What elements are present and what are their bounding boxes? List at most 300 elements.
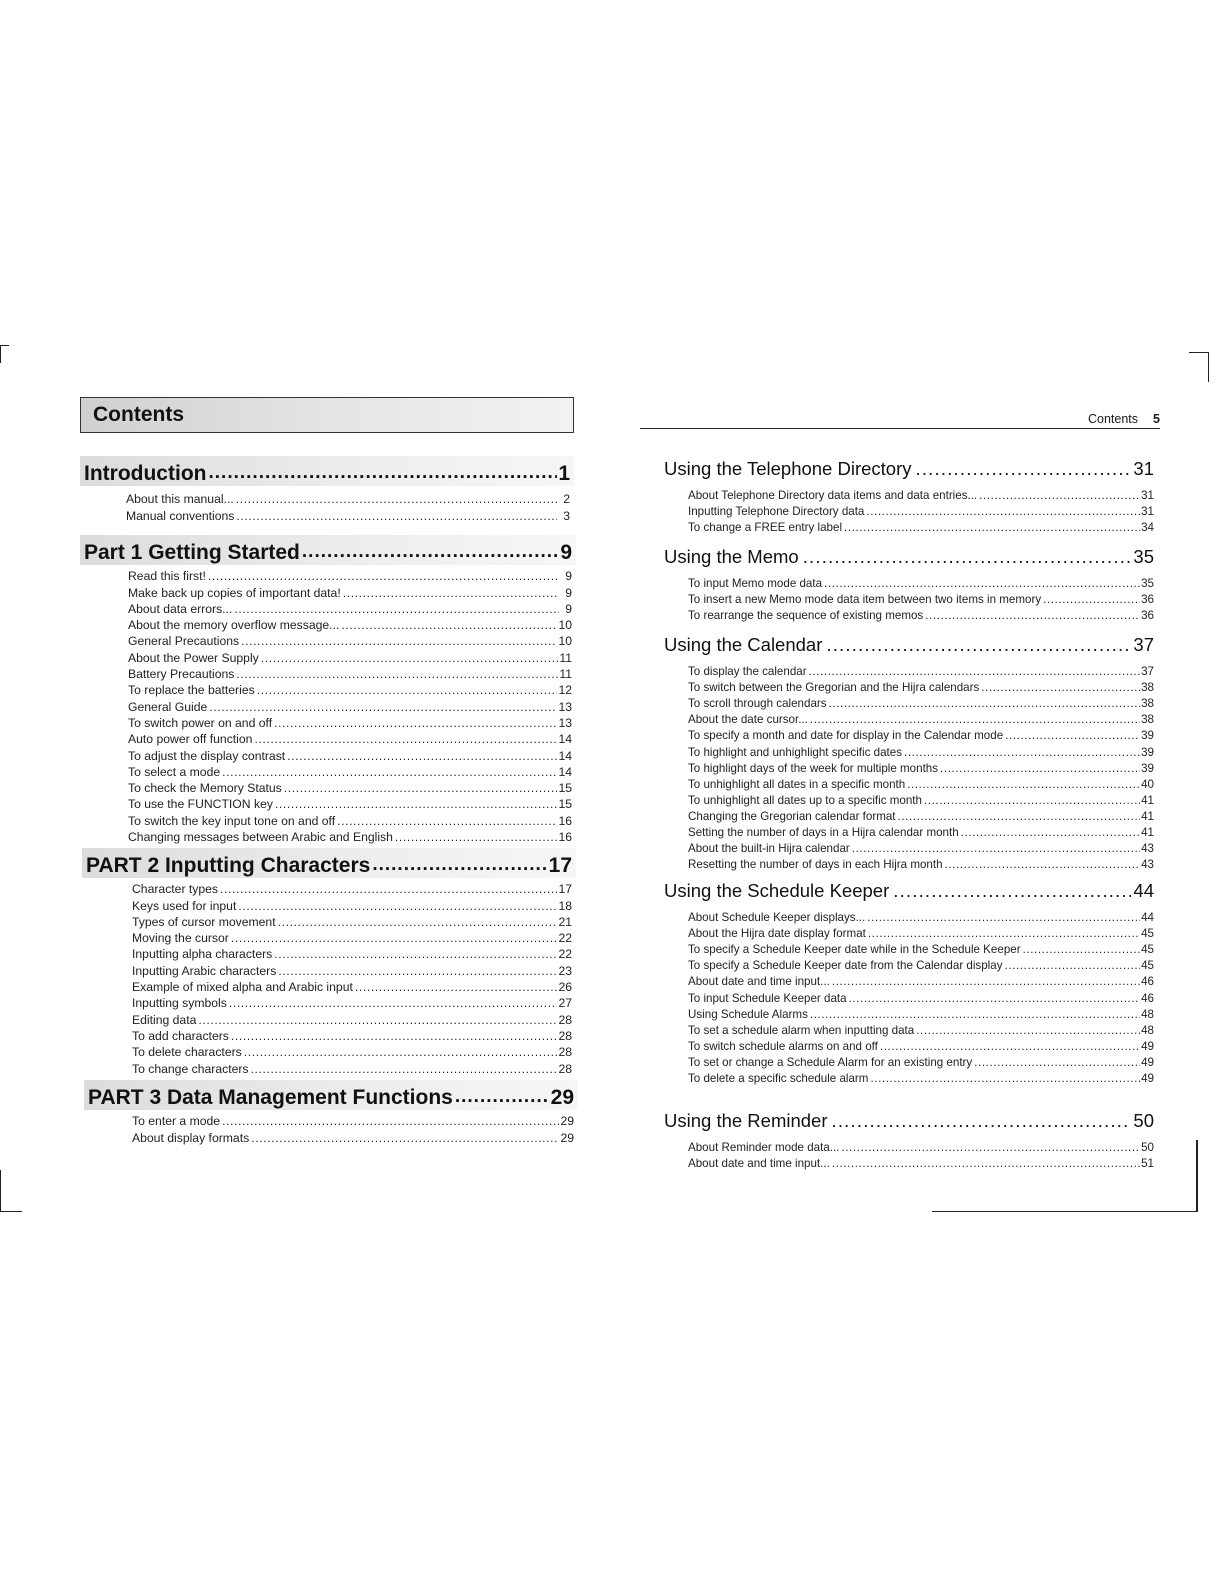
entry-label: Battery Precautions: [128, 667, 235, 682]
entry-label: To highlight days of the week for multiple months: [688, 761, 939, 775]
entry-list: [688, 908, 1154, 1085]
entry-page: 28: [558, 1061, 572, 1076]
section-heading[interactable]: [80, 456, 574, 486]
section-page: 44: [1133, 880, 1154, 901]
toc-entry[interactable]: [132, 1128, 574, 1144]
toc-entry[interactable]: [128, 746, 572, 762]
section-part-2: [82, 848, 576, 1076]
toc-entry[interactable]: [688, 1069, 1154, 1085]
toc-entry[interactable]: [128, 828, 572, 844]
toc-entry[interactable]: [132, 1059, 572, 1075]
entry-label: Changing messages between Arabic and English: [128, 830, 393, 845]
section-page: 35: [1133, 546, 1154, 567]
entry-label: Inputting Arabic characters: [132, 963, 277, 978]
crop-mark: [932, 1211, 1198, 1212]
dot-leader: [893, 880, 1131, 902]
dot-leader: [1023, 943, 1141, 956]
toc-entry[interactable]: [128, 795, 572, 811]
toc-entry[interactable]: [132, 913, 572, 929]
dot-leader: [849, 992, 1141, 1005]
dot-leader: [341, 618, 557, 632]
section-part-1: [80, 535, 576, 844]
dot-leader: [1043, 593, 1140, 606]
entry-page: 45: [1141, 959, 1154, 973]
section-heading[interactable]: [664, 540, 1154, 568]
entry-page: 21: [558, 914, 572, 929]
entry-label: To adjust the display contrast: [128, 748, 286, 763]
dot-leader: [803, 546, 1132, 568]
entry-label: To display the calendar: [688, 665, 807, 679]
toc-entry[interactable]: [128, 714, 572, 730]
toc-entry[interactable]: [688, 855, 1154, 871]
dot-leader: [832, 1110, 1132, 1132]
entry-label: To switch power on and off: [128, 715, 273, 730]
entry-page: 31: [1141, 489, 1154, 503]
dot-leader: [244, 1045, 558, 1059]
entry-page: 39: [1141, 745, 1154, 759]
section-title: Part 1 Getting Started: [84, 541, 300, 564]
entry-label: Read this first!: [128, 569, 206, 584]
dot-leader: [810, 1008, 1140, 1021]
section-heading[interactable]: [82, 848, 576, 878]
entry-page: 43: [1141, 858, 1154, 872]
entry-page: 41: [1141, 809, 1154, 823]
dot-leader: [925, 609, 1140, 622]
toc-entry[interactable]: [128, 665, 572, 681]
toc-entry[interactable]: [688, 759, 1154, 775]
section-heading[interactable]: [84, 1080, 578, 1110]
dot-leader: [870, 1072, 1140, 1085]
contents-title-band: [80, 397, 574, 433]
toc-entry[interactable]: [688, 988, 1154, 1004]
entry-label: To delete a specific schedule alarm: [688, 1072, 869, 1086]
entry-page: 13: [558, 699, 572, 714]
dot-leader: [222, 765, 557, 779]
dot-leader: [355, 980, 558, 994]
toc-entry[interactable]: [688, 518, 1154, 534]
toc-entry[interactable]: [132, 896, 572, 912]
dot-leader: [981, 681, 1140, 694]
dot-leader: [236, 667, 558, 681]
entry-label: Inputting symbols: [132, 996, 227, 1011]
entry-label: About the Power Supply: [128, 650, 259, 665]
entry-label: To specify a Schedule Keeper date while in the Schedule Keeper: [688, 943, 1021, 957]
section-page: 31: [1133, 458, 1154, 479]
dot-leader: [829, 697, 1141, 710]
entry-label: About display formats: [132, 1130, 250, 1145]
dot-leader: [275, 797, 558, 811]
entry-page: 43: [1141, 842, 1154, 856]
entry-page: 29: [560, 1130, 574, 1145]
section-telephone-directory: [664, 452, 1154, 534]
toc-entry[interactable]: [688, 742, 1154, 758]
dot-leader: [208, 569, 559, 583]
toc-entry[interactable]: [132, 1043, 572, 1059]
entry-page: 50: [1141, 1141, 1154, 1155]
dot-leader: [208, 462, 557, 486]
toc-entry[interactable]: [688, 956, 1154, 972]
entry-label: Changing the Gregorian calendar format: [688, 809, 896, 823]
toc-entry[interactable]: [128, 779, 572, 795]
toc-entry[interactable]: [688, 590, 1154, 606]
section-reminder: [664, 1104, 1154, 1170]
entry-page: 49: [1141, 1055, 1154, 1069]
entry-label: Inputting Telephone Directory data: [688, 505, 865, 519]
dot-leader: [337, 814, 557, 828]
dot-leader: [257, 683, 558, 697]
dot-leader: [945, 858, 1141, 871]
entry-page: 16: [558, 813, 572, 828]
entry-page: 34: [1141, 521, 1154, 535]
entry-page: 45: [1141, 927, 1154, 941]
entry-label: To change a FREE entry label: [688, 521, 843, 535]
dot-leader: [832, 1157, 1140, 1170]
entry-page: 41: [1141, 793, 1154, 807]
entry-page: 44: [1141, 911, 1154, 925]
entry-page: 40: [1141, 777, 1154, 791]
entry-page: 51: [1141, 1157, 1154, 1171]
entry-label: To specify a Schedule Keeper date from the Calendar display: [688, 959, 1003, 973]
toc-entry[interactable]: [688, 1154, 1154, 1170]
toc-entry[interactable]: [128, 681, 572, 697]
dot-leader: [809, 665, 1141, 678]
entry-label: About the memory overflow message...: [128, 618, 340, 633]
dot-leader: [844, 521, 1140, 534]
entry-page: 15: [558, 781, 572, 796]
dot-leader: [343, 586, 559, 600]
entry-page: 28: [558, 1012, 572, 1027]
entry-label: Moving the cursor: [132, 931, 229, 946]
entry-page: 36: [1141, 593, 1154, 607]
section-memo: [664, 540, 1154, 622]
entry-label: Using Schedule Alarms: [688, 1007, 808, 1021]
dot-leader: [810, 713, 1140, 726]
section-title: Using the Calendar: [664, 634, 823, 655]
entry-label: To input Schedule Keeper data: [688, 991, 847, 1005]
crop-mark: [1208, 352, 1209, 382]
entry-label: About the Hijra date display format: [688, 927, 866, 941]
toc-entry[interactable]: [132, 978, 572, 994]
entry-list: [688, 574, 1154, 622]
toc-entry[interactable]: [128, 763, 572, 779]
running-header: [640, 412, 1160, 429]
entry-label: Editing data: [132, 1012, 197, 1027]
entry-page: 46: [1141, 991, 1154, 1005]
dot-leader: [1005, 959, 1141, 972]
running-head-label: Contents: [1087, 412, 1138, 426]
entry-label: Keys used for input: [132, 898, 237, 913]
toc-entry[interactable]: [132, 961, 572, 977]
toc-entry[interactable]: [688, 908, 1154, 924]
section-title: Using the Memo: [664, 546, 799, 567]
entry-label: To replace the batteries: [128, 683, 255, 698]
entry-page: 45: [1141, 943, 1154, 957]
section-part-3: [84, 1080, 578, 1145]
entry-label: Inputting alpha characters: [132, 947, 273, 962]
entry-label: About data errors...: [128, 601, 233, 616]
entry-page: 3: [563, 508, 570, 523]
section-heading[interactable]: [664, 874, 1154, 902]
entry-list: [132, 1112, 574, 1145]
entry-label: About Reminder mode data...: [688, 1141, 840, 1155]
toc-entry[interactable]: [132, 1027, 572, 1043]
toc-entry[interactable]: [688, 1053, 1154, 1069]
toc-entry[interactable]: [128, 632, 572, 648]
toc-entry[interactable]: [688, 726, 1154, 742]
dot-leader: [852, 842, 1140, 855]
section-schedule-keeper: [664, 874, 1154, 1085]
entry-label: To unhighlight all dates up to a specific month: [688, 793, 922, 807]
entry-page: 9: [565, 569, 572, 584]
toc-entry[interactable]: [688, 1037, 1154, 1053]
entry-label: To insert a new Memo mode data item between two items in memory: [688, 593, 1042, 607]
entry-page: 14: [558, 748, 572, 763]
toc-entry[interactable]: [128, 697, 572, 713]
toc-entry[interactable]: [132, 994, 572, 1010]
entry-label: General Precautions: [128, 634, 240, 649]
toc-entry[interactable]: [688, 1005, 1154, 1021]
toc-entry[interactable]: [132, 1112, 574, 1128]
section-title: PART 2 Inputting Characters: [86, 854, 371, 877]
entry-label: To highlight and unhighlight specific dates: [688, 745, 902, 759]
toc-entry[interactable]: [688, 924, 1154, 940]
entry-label: About date and time input...: [688, 1157, 830, 1171]
entry-page: 39: [1141, 761, 1154, 775]
section-title: Introduction: [84, 462, 207, 485]
entry-page: 41: [1141, 826, 1154, 840]
dot-leader: [961, 826, 1140, 839]
toc-entry[interactable]: [126, 490, 570, 506]
entry-list: [128, 567, 572, 844]
entry-label: About date and time input...: [688, 975, 830, 989]
dot-leader: [898, 810, 1141, 823]
toc-entry[interactable]: [132, 880, 572, 896]
entry-page: 14: [558, 764, 572, 779]
entry-page: 28: [558, 1028, 572, 1043]
entry-page: 49: [1141, 1072, 1154, 1086]
entry-label: About Schedule Keeper displays...: [688, 911, 866, 925]
entry-page: 9: [565, 601, 572, 616]
dot-leader: [880, 1040, 1140, 1053]
entry-label: To add characters: [132, 1028, 229, 1043]
entry-label: About the built-in Hijra calendar: [688, 842, 850, 856]
entry-page: 48: [1141, 1007, 1154, 1021]
toc-entry[interactable]: [688, 574, 1154, 590]
section-page: 1: [558, 462, 570, 485]
dot-leader: [866, 505, 1140, 518]
section-heading[interactable]: [664, 628, 1154, 656]
toc-entry[interactable]: [688, 823, 1154, 839]
crop-mark: [0, 1211, 22, 1212]
page-number: 5: [1153, 412, 1160, 426]
toc-entry[interactable]: [688, 775, 1154, 791]
toc-entry[interactable]: [688, 662, 1154, 678]
dot-leader: [924, 794, 1140, 807]
entry-page: 16: [558, 830, 572, 845]
entry-label: To specify a month and date for display in the Calendar mode: [688, 729, 1004, 743]
section-title: Using the Telephone Directory: [664, 458, 912, 479]
toc-entry[interactable]: [688, 940, 1154, 956]
crop-mark: [1196, 1140, 1198, 1212]
entry-page: 23: [558, 963, 572, 978]
dot-leader: [238, 899, 557, 913]
section-page: 50: [1133, 1110, 1154, 1131]
toc-entry[interactable]: [688, 1138, 1154, 1154]
section-heading[interactable]: [664, 1104, 1154, 1132]
dot-leader: [826, 634, 1131, 656]
toc-entry[interactable]: [688, 694, 1154, 710]
entry-label: To change characters: [132, 1061, 249, 1076]
entry-label: General Guide: [128, 699, 208, 714]
toc-entry[interactable]: [688, 839, 1154, 855]
entry-label: Setting the number of days in a Hijra calendar month: [688, 826, 959, 840]
dot-leader: [278, 964, 557, 978]
entry-label: Character types: [132, 882, 219, 897]
dot-leader: [287, 749, 557, 763]
section-title: Using the Reminder: [664, 1110, 828, 1131]
dot-leader: [940, 762, 1140, 775]
dot-leader: [220, 882, 557, 896]
dot-leader: [236, 492, 557, 506]
entry-page: 38: [1141, 713, 1154, 727]
dot-leader: [455, 1086, 550, 1110]
dot-leader: [241, 634, 557, 648]
dot-leader: [974, 1056, 1140, 1069]
entry-page: 39: [1141, 729, 1154, 743]
section-heading[interactable]: [80, 535, 576, 565]
section-page: 29: [550, 1086, 574, 1109]
entry-label: Example of mixed alpha and Arabic input: [132, 980, 353, 995]
dot-leader: [916, 458, 1132, 480]
dot-leader: [229, 996, 558, 1010]
entry-page: 13: [558, 715, 572, 730]
entry-page: 37: [1141, 665, 1154, 679]
entry-page: 11: [559, 650, 572, 665]
entry-list: [688, 1138, 1154, 1170]
dot-leader: [251, 1131, 559, 1145]
entry-page: 35: [1141, 577, 1154, 591]
toc-entry[interactable]: [132, 945, 572, 961]
entry-list: [132, 880, 572, 1076]
dot-leader: [868, 927, 1140, 940]
dot-leader: [231, 1029, 558, 1043]
entry-page: 15: [558, 797, 572, 812]
dot-leader: [274, 716, 557, 730]
entry-label: Manual conventions: [126, 508, 235, 523]
entry-label: About the date cursor...: [688, 713, 808, 727]
toc-entry[interactable]: [128, 616, 572, 632]
entry-page: 38: [1141, 697, 1154, 711]
entry-page: 36: [1141, 609, 1154, 623]
toc-entry[interactable]: [128, 811, 572, 827]
section-page: 9: [560, 541, 572, 564]
toc-entry[interactable]: [688, 1021, 1154, 1037]
entry-page: 9: [565, 585, 572, 600]
dot-leader: [395, 830, 558, 844]
entry-label: Resetting the number of days in each Hijra month: [688, 858, 943, 872]
entry-list: [688, 662, 1154, 871]
entry-label: To switch between the Gregorian and the Hijra calendars: [688, 681, 980, 695]
entry-label: To enter a mode: [132, 1114, 221, 1129]
dot-leader: [284, 781, 558, 795]
entry-page: 17: [558, 882, 572, 897]
dot-leader: [302, 541, 559, 565]
entry-label: To input Memo mode data: [688, 577, 823, 591]
entry-page: 28: [558, 1045, 572, 1060]
section-page: 37: [1133, 634, 1154, 655]
dot-leader: [278, 915, 558, 929]
entry-label: To unhighlight all dates in a specific month: [688, 777, 906, 791]
toc-entry[interactable]: [132, 1010, 572, 1026]
entry-page: 49: [1141, 1039, 1154, 1053]
right-page: [612, 0, 1225, 1585]
toc-entry[interactable]: [688, 606, 1154, 622]
dot-leader: [222, 1114, 559, 1128]
entry-label: To check the Memory Status: [128, 781, 282, 796]
entry-label: Auto power off function: [128, 732, 253, 747]
section-title: PART 3 Data Management Functions: [88, 1086, 453, 1109]
entry-page: 2: [563, 492, 570, 507]
toc-entry[interactable]: [128, 567, 572, 583]
entry-page: 27: [558, 996, 572, 1011]
entry-label: To set a schedule alarm when inputting data: [688, 1023, 915, 1037]
toc-entry[interactable]: [688, 710, 1154, 726]
dot-leader: [824, 577, 1140, 590]
entry-list: [126, 490, 570, 523]
toc-entry[interactable]: [128, 583, 572, 599]
dot-leader: [236, 509, 557, 523]
toc-entry[interactable]: [688, 807, 1154, 823]
toc-entry[interactable]: [688, 972, 1154, 988]
section-heading[interactable]: [664, 452, 1154, 480]
toc-entry[interactable]: [128, 600, 572, 616]
toc-entry[interactable]: [132, 929, 572, 945]
entry-page: 11: [559, 667, 572, 682]
entry-label: Types of cursor movement: [132, 914, 276, 929]
dot-leader: [841, 1141, 1140, 1154]
toc-entry[interactable]: [688, 791, 1154, 807]
entry-page: 38: [1141, 681, 1154, 695]
crop-mark: [0, 1170, 1, 1212]
crop-mark: [0, 345, 1, 363]
entry-page: 48: [1141, 1023, 1154, 1037]
toc-entry[interactable]: [128, 648, 572, 664]
toc-entry[interactable]: [128, 730, 572, 746]
dot-leader: [261, 651, 559, 665]
dot-leader: [234, 602, 559, 616]
section-page: 17: [548, 854, 572, 877]
dot-leader: [274, 947, 557, 961]
contents-title: Contents: [93, 403, 184, 426]
dot-leader: [907, 778, 1140, 791]
entry-page: 22: [558, 931, 572, 946]
dot-leader: [231, 931, 558, 945]
toc-entry[interactable]: [688, 502, 1154, 518]
toc-entry[interactable]: [688, 486, 1154, 502]
entry-page: 10: [558, 618, 572, 633]
toc-entry[interactable]: [126, 506, 570, 522]
dot-leader: [904, 746, 1140, 759]
entry-label: To scroll through calendars: [688, 697, 827, 711]
entry-page: 22: [558, 947, 572, 962]
entry-label: To switch schedule alarms on and off: [688, 1039, 878, 1053]
dot-leader: [916, 1024, 1140, 1037]
toc-entry[interactable]: [688, 678, 1154, 694]
entry-label: To set or change a Schedule Alarm for an existing entry: [688, 1055, 973, 1069]
left-page: [0, 0, 612, 1585]
entry-label: To delete characters: [132, 1045, 242, 1060]
dot-leader: [198, 1013, 557, 1027]
